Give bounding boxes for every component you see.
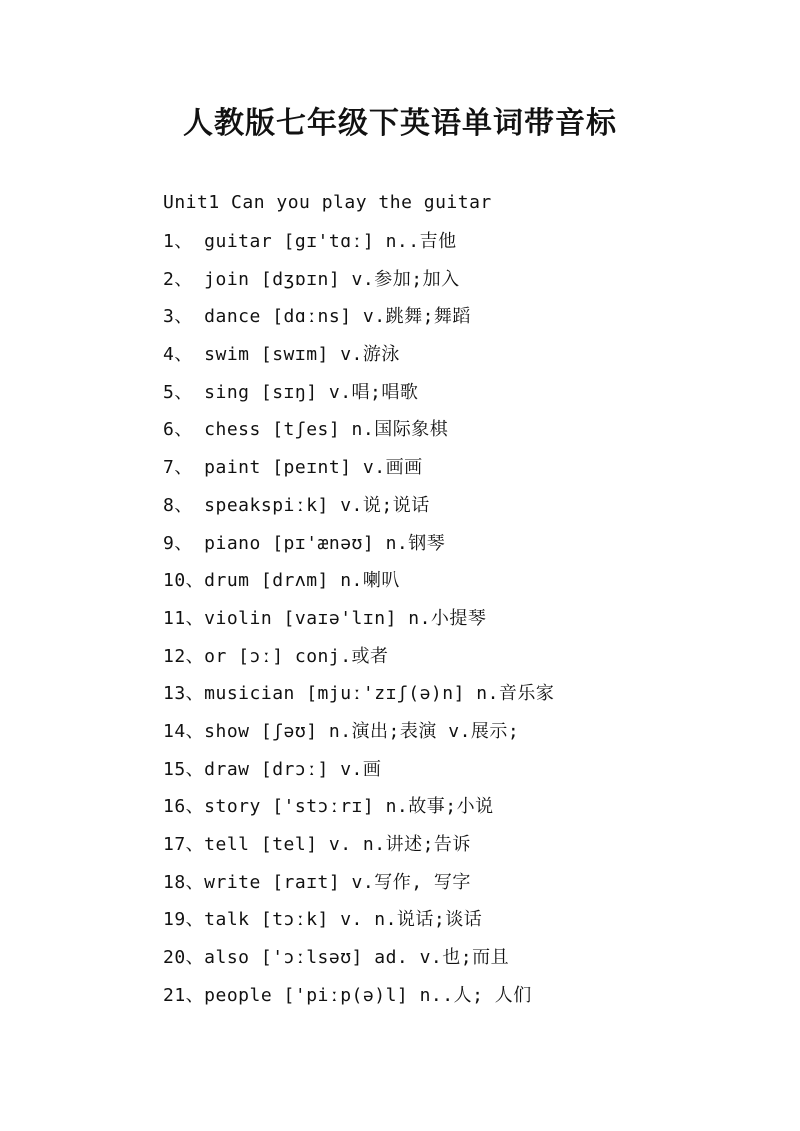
vocabulary-item: 20、also ['ɔːlsəʊ] ad. v.也;而且 bbox=[163, 947, 510, 969]
vocabulary-item: 14、show [ʃəʊ] n.演出;表演 v.展示; bbox=[163, 720, 520, 742]
vocabulary-item: 1、 guitar [gɪ'tɑː] n..吉他 bbox=[163, 231, 457, 252]
vocabulary-item: 18、write [raɪt] v.写作, 写字 bbox=[163, 871, 471, 893]
vocabulary-item: 4、 swim [swɪm] v.游泳 bbox=[163, 344, 400, 366]
page-title: 人教版七年级下英语单词带音标 bbox=[183, 106, 617, 141]
vocabulary-item: 9、 piano [pɪ'ænəʊ] n.钢琴 bbox=[163, 532, 446, 554]
vocabulary-item: 11、violin [vaɪə'lɪn] n.小提琴 bbox=[163, 607, 487, 629]
vocabulary-item: 5、 sing [sɪŋ] v.唱;唱歌 bbox=[163, 381, 419, 403]
vocabulary-item: 15、draw [drɔː] v.画 bbox=[163, 758, 382, 780]
vocabulary-item: 6、 chess [tʃes] n.国际象棋 bbox=[163, 419, 449, 441]
vocabulary-item: 2、 join [dʒɒɪn] v.参加;加入 bbox=[163, 268, 460, 290]
vocabulary-item: 16、story ['stɔːrɪ] n.故事;小说 bbox=[163, 796, 494, 818]
vocabulary-list bbox=[163, 230, 554, 1021]
vocabulary-item: 10、drum [drʌm] n.喇叭 bbox=[163, 570, 400, 592]
vocabulary-item: 7、 paint [peɪnt] v.画画 bbox=[163, 457, 423, 479]
vocabulary-item: 3、 dance [dɑːns] v.跳舞;舞蹈 bbox=[163, 306, 471, 328]
unit-heading: Unit1 Can you play the guitar bbox=[163, 192, 492, 213]
vocabulary-item: 13、musician [mjuː'zɪʃ(ə)n] n.音乐家 bbox=[163, 683, 555, 705]
vocabulary-item: 12、or [ɔː] conj.或者 bbox=[163, 645, 389, 667]
vocabulary-item: 8、 speakspiːk] v.说;说话 bbox=[163, 494, 430, 516]
vocabulary-item: 19、talk [tɔːk] v. n.说话;谈话 bbox=[163, 909, 483, 931]
vocabulary-item: 17、tell [tel] v. n.讲述;告诉 bbox=[163, 834, 471, 855]
vocabulary-item: 21、people ['piːp(ə)l] n..人; 人们 bbox=[163, 984, 532, 1006]
